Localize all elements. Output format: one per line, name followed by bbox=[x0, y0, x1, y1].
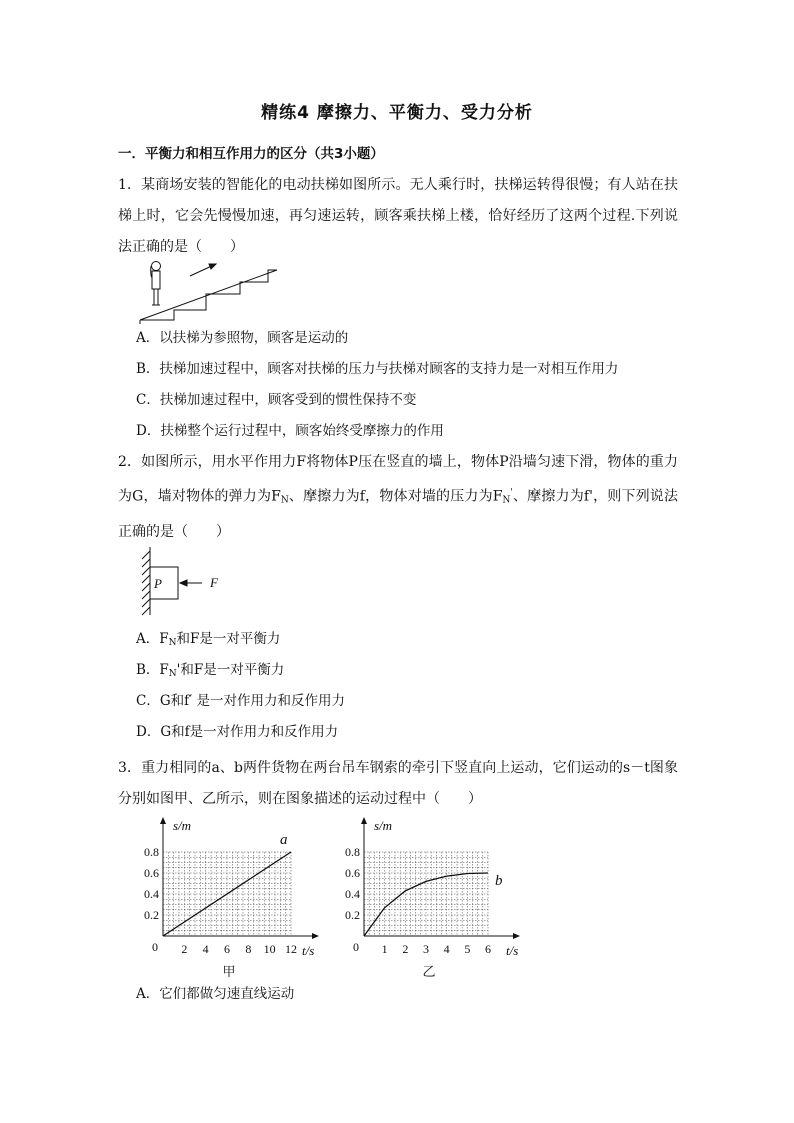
person-figure bbox=[151, 262, 161, 306]
question-3-number: 3． bbox=[118, 760, 142, 776]
y-axis-label: s/m bbox=[374, 818, 393, 833]
x-tick-label: 6 bbox=[224, 942, 230, 956]
prime-mark: ' bbox=[510, 488, 513, 498]
escalator-figure bbox=[138, 258, 280, 324]
page-title: 精练4 摩擦力、平衡力、受力分析 bbox=[261, 103, 533, 123]
y-axis-arrow bbox=[361, 817, 367, 824]
y-tick-label: 0.6 bbox=[144, 866, 159, 880]
question-1-number: 1． bbox=[118, 177, 142, 193]
q2-option-c: C．G和f′ 是一对作用力和反作用力 bbox=[136, 693, 345, 709]
q2-option-b-rest: '和F是一对平衡力 bbox=[176, 662, 285, 678]
chart-jia bbox=[126, 810, 336, 982]
x-axis-arrow bbox=[312, 933, 319, 939]
question-2-stem-part-b: 、摩擦力为f，物体对墙的压力为F bbox=[288, 488, 503, 505]
x-tick-label: 6 bbox=[485, 942, 491, 956]
question-2-stem-part-c: 、摩擦力为f'，则下列说法正确的是（ ） bbox=[118, 488, 678, 540]
wall-block-figure bbox=[138, 545, 248, 617]
y-tick-label: 0.8 bbox=[144, 845, 159, 859]
x-tick-label: 8 bbox=[245, 942, 252, 956]
y-tick-label: 0.2 bbox=[144, 908, 159, 922]
question-1-stem: 某商场安装的智能化的电动扶梯如图所示。无人乘行时，扶梯运转得很慢；有人站在扶梯上时，它会先慢慢加速，再匀速运转，顾客乘扶梯上楼，恰好经历了这两个过程.下列说法正确的是（ ） bbox=[118, 177, 678, 255]
y-axis-arrow bbox=[160, 817, 166, 824]
q1-option-b: B．扶梯加速过程中，顾客对扶梯的压力与扶梯对顾客的支持力是一对相互作用力 bbox=[136, 361, 619, 377]
direction-arrow-head bbox=[209, 264, 216, 269]
x-tick-label: 0 bbox=[353, 940, 359, 954]
x-tick-label: 2 bbox=[402, 942, 409, 956]
q1-option-d: D．扶梯整个运行过程中，顾客始终受摩擦力的作用 bbox=[136, 423, 444, 439]
q2-option-b-text: B．F bbox=[136, 662, 169, 678]
subscript-n: N bbox=[168, 669, 177, 679]
q2-option-a bbox=[136, 629, 280, 653]
x-tick-label: 2 bbox=[181, 942, 188, 956]
y-tick-label: 0.4 bbox=[144, 887, 159, 901]
question-2-number: 2． bbox=[118, 454, 142, 470]
y-tick-label: 0.2 bbox=[345, 908, 360, 922]
x-tick-label: 5 bbox=[464, 942, 471, 956]
x-tick-label: 12 bbox=[285, 942, 297, 956]
q2-option-d: D．G和f是一对作用力和反作用力 bbox=[136, 724, 339, 740]
series-label: b bbox=[495, 873, 503, 889]
series-label: a bbox=[280, 832, 288, 848]
section-heading: 一．平衡力和相互作用力的区分（共3小题） bbox=[118, 146, 384, 162]
subscript-n: N bbox=[280, 495, 289, 506]
x-tick-label: 10 bbox=[263, 942, 276, 956]
x-axis-arrow bbox=[513, 933, 520, 939]
force-label: F bbox=[210, 575, 218, 590]
y-tick-label: 0.6 bbox=[345, 866, 360, 880]
x-tick-label: 1 bbox=[381, 942, 388, 956]
q2-option-a-rest: 和F是一对平衡力 bbox=[176, 631, 281, 647]
chart-yi bbox=[333, 810, 543, 982]
x-tick-label: 3 bbox=[423, 942, 429, 956]
q1-option-a: A．以扶梯为参照物，顾客是运动的 bbox=[136, 330, 349, 346]
question-1 bbox=[118, 170, 678, 263]
subscript-n: N bbox=[168, 638, 177, 648]
x-tick-label: 4 bbox=[443, 942, 450, 956]
y-tick-label: 0.8 bbox=[345, 845, 360, 859]
y-axis-label: s/m bbox=[173, 818, 192, 833]
x-axis-label: t/s bbox=[506, 943, 519, 958]
x-tick-label: 0 bbox=[152, 940, 158, 954]
block-label: P bbox=[154, 576, 162, 591]
escalator-incline bbox=[140, 270, 277, 320]
q1-option-c: C．扶梯加速过程中，顾客受到的惯性保持不变 bbox=[136, 392, 417, 408]
question-3-stem: 重力相同的a、b两件货物在两台吊车钢索的牵引下竖直向上运动，它们运动的s－t图象分别如图甲、乙所示，则在图象描述的运动过程中（ ） bbox=[118, 760, 678, 807]
x-axis-label: t/s bbox=[302, 943, 315, 958]
chart-caption: 甲 bbox=[222, 964, 236, 979]
q2-option-b bbox=[136, 660, 284, 684]
force-arrow-head bbox=[180, 580, 187, 586]
chart-caption: 乙 bbox=[422, 964, 436, 979]
q2-option-a-text: A．F bbox=[136, 631, 169, 647]
question-2-stem-part-a: 如图所示，用水平作用力F将物体P压在竖直的墙上，物体P沿墙匀速下滑，物体的重力为G，墙对物体的弹力为F bbox=[118, 454, 678, 505]
q3-option-a: A．它们都做匀速直线运动 bbox=[136, 986, 295, 1002]
y-tick-label: 0.4 bbox=[345, 887, 360, 901]
wall-hatching bbox=[142, 551, 150, 615]
subscript-n: N bbox=[502, 495, 511, 506]
question-3 bbox=[118, 753, 678, 815]
x-tick-label: 4 bbox=[202, 942, 209, 956]
question-2 bbox=[118, 447, 678, 548]
